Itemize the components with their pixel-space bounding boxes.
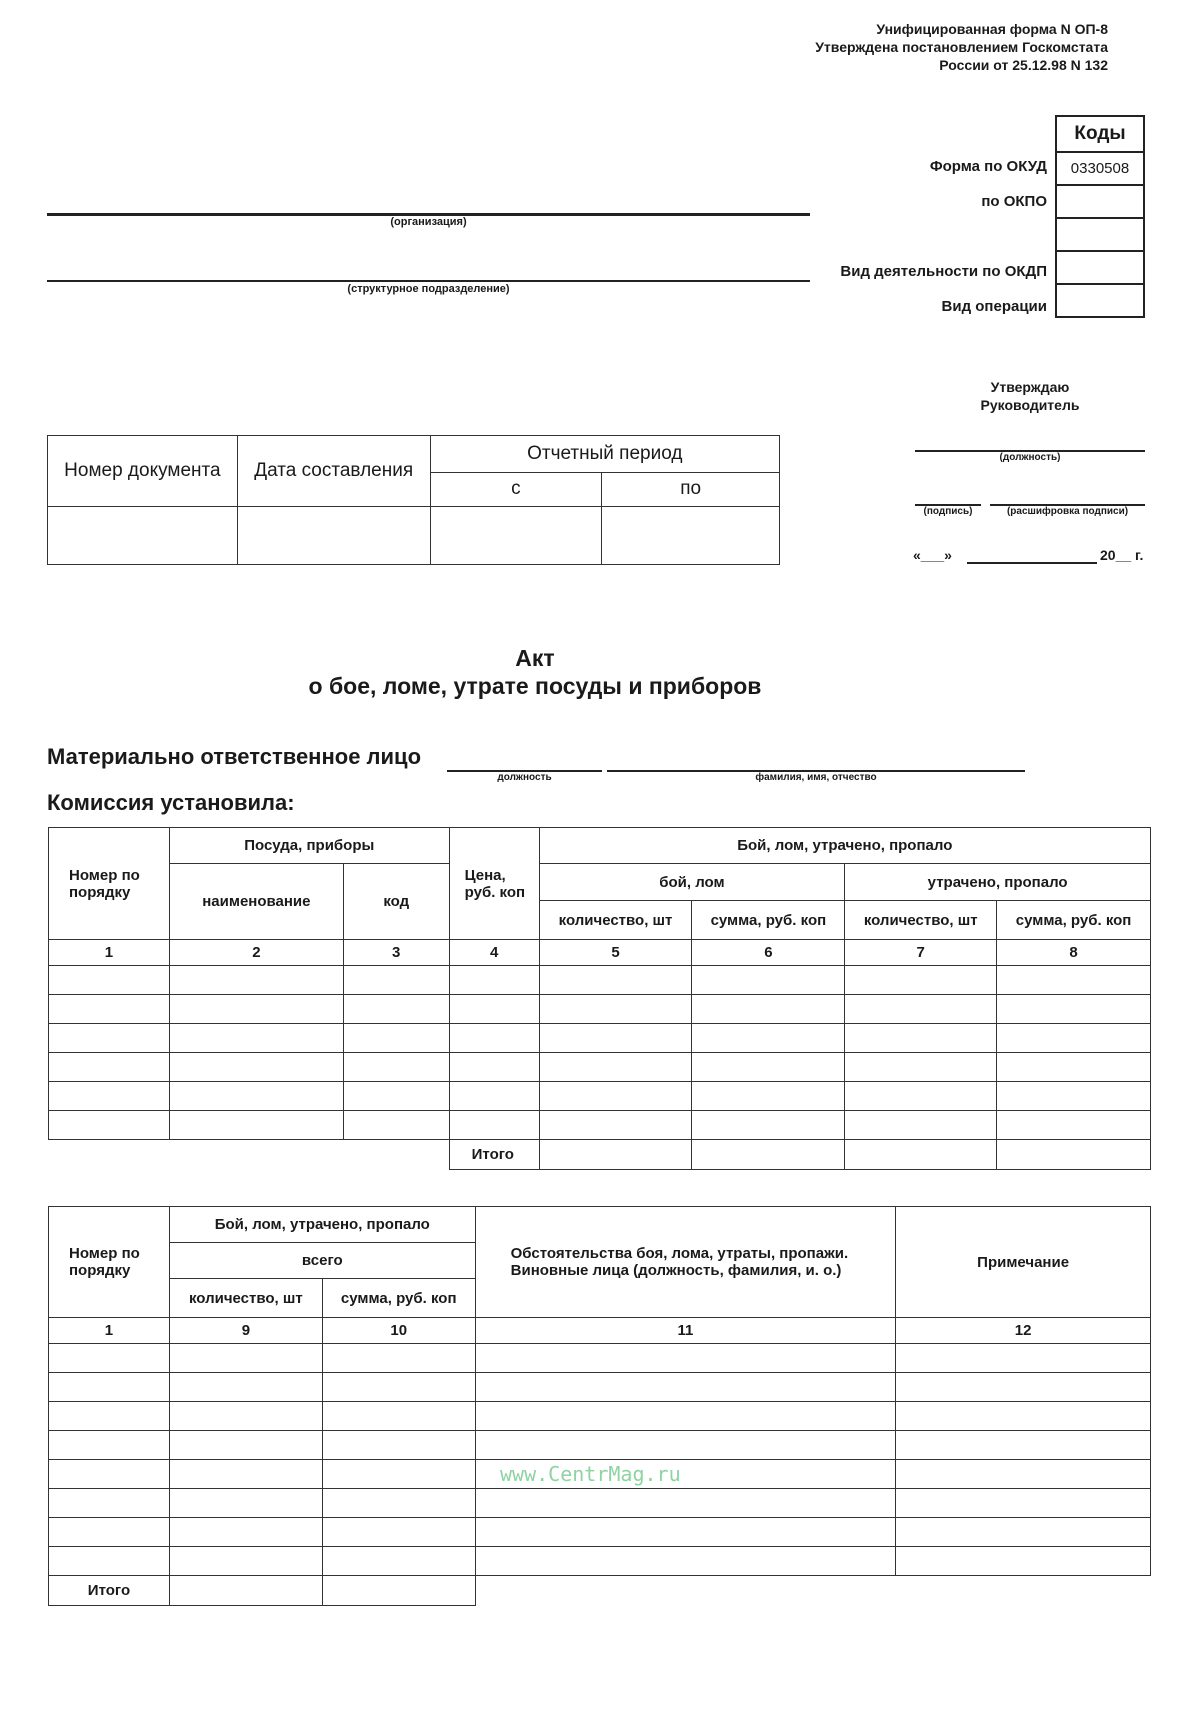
form-header-line: России от 25.12.98 N 132 (939, 57, 1108, 73)
t1-lost-sum-header: сумма, руб. коп (997, 901, 1151, 940)
table-cell[interactable] (692, 966, 845, 995)
table-cell[interactable] (322, 1431, 475, 1460)
table-cell[interactable] (845, 995, 997, 1024)
form-header-line: Унифицированная форма N ОП-8 (876, 21, 1108, 37)
table-cell[interactable] (475, 1547, 896, 1576)
okdp-label: Вид деятельности по ОКДП (840, 263, 1047, 280)
table-cell[interactable] (49, 1373, 170, 1402)
document-title: Акт (515, 645, 555, 671)
table-cell[interactable] (49, 1431, 170, 1460)
blank-cell (475, 1576, 1150, 1606)
table-cell[interactable] (475, 1431, 896, 1460)
table-cell[interactable] (539, 995, 692, 1024)
t1-code-header: код (343, 864, 449, 940)
table-cell[interactable] (169, 1402, 322, 1431)
table-cell[interactable] (692, 1024, 845, 1053)
table-cell[interactable] (343, 966, 449, 995)
table-cell[interactable] (997, 995, 1151, 1024)
operation-code[interactable] (1056, 284, 1144, 317)
t2-col-number: 10 (322, 1318, 475, 1344)
t1-total-cell[interactable] (845, 1140, 997, 1170)
responsible-label: Материально ответственное лицо (47, 744, 422, 769)
t1-total-cell[interactable] (539, 1140, 692, 1170)
table-cell[interactable] (539, 1082, 692, 1111)
table-cell[interactable] (49, 995, 170, 1024)
table-row (49, 1053, 1151, 1082)
approval-block (915, 378, 1145, 414)
department-caption: (структурное подразделение) (347, 283, 510, 295)
approve-date-month-line[interactable] (967, 562, 1097, 564)
table-row (49, 1024, 1151, 1053)
table-cell[interactable] (169, 1489, 322, 1518)
t2-col-number: 9 (169, 1318, 322, 1344)
table-cell[interactable] (169, 1373, 322, 1402)
table-cell[interactable] (896, 1373, 1151, 1402)
table-cell[interactable] (692, 1053, 845, 1082)
table-row (49, 995, 1151, 1024)
table-cell[interactable] (322, 1460, 475, 1489)
table-cell[interactable] (322, 1373, 475, 1402)
table-cell[interactable] (322, 1344, 475, 1373)
approve-date-year: 20__ г. (1100, 547, 1144, 563)
t1-col-number: 4 (449, 940, 539, 966)
operation-label: Вид операции (941, 298, 1047, 315)
t2-total-cell[interactable] (322, 1576, 475, 1606)
t1-col-number: 8 (997, 940, 1151, 966)
table-cell[interactable] (49, 1111, 170, 1140)
table-cell[interactable] (896, 1489, 1151, 1518)
extra-code[interactable] (1056, 218, 1144, 251)
t2-total-cell[interactable] (169, 1576, 322, 1606)
table-row (49, 1111, 1151, 1140)
table-cell[interactable] (997, 966, 1151, 995)
table-row (49, 1344, 1151, 1373)
table-cell[interactable] (169, 1082, 343, 1111)
table-cell[interactable] (322, 1402, 475, 1431)
table-cell[interactable] (539, 1024, 692, 1053)
t2-qty-header: количество, шт (169, 1279, 322, 1318)
table-row (49, 1373, 1151, 1402)
table-cell[interactable] (896, 1402, 1151, 1431)
period-from-cell[interactable] (430, 506, 602, 564)
department-line[interactable] (47, 280, 810, 282)
responsible-name-caption: фамилия, имя, отчество (755, 772, 877, 783)
table-row (49, 966, 1151, 995)
t2-sum-header: сумма, руб. коп (322, 1279, 475, 1318)
table-cell[interactable] (539, 966, 692, 995)
circumstances-table (48, 1206, 1151, 1606)
t2-total-label: Итого (49, 1576, 170, 1606)
table-cell[interactable] (169, 1518, 322, 1547)
approver-decode-caption: (расшифровка подписи) (1006, 506, 1129, 517)
table-cell[interactable] (49, 1344, 170, 1373)
okpo-label: по ОКПО (981, 193, 1047, 210)
approver-signature-caption: (подпись) (923, 506, 973, 517)
table-cell[interactable] (449, 995, 539, 1024)
blank-cell (49, 1140, 450, 1170)
table-row (49, 1402, 1151, 1431)
table-cell[interactable] (896, 1518, 1151, 1547)
t1-total-label: Итого (449, 1140, 539, 1170)
document-subtitle: о бое, ломе, утрате посуды и приборов (308, 673, 762, 699)
t1-dishes-header: Посуда, приборы (169, 828, 449, 864)
table-cell[interactable] (845, 1024, 997, 1053)
t1-col-number: 2 (169, 940, 343, 966)
table-cell[interactable] (475, 1402, 896, 1431)
table-cell[interactable] (896, 1547, 1151, 1576)
codes-title: Коды (1056, 116, 1144, 152)
table-cell[interactable] (692, 995, 845, 1024)
table-cell[interactable] (169, 966, 343, 995)
t2-col-number: 1 (49, 1318, 170, 1344)
total-row (49, 1576, 1151, 1606)
table-cell[interactable] (997, 1024, 1151, 1053)
table-cell[interactable] (475, 1344, 896, 1373)
table-cell[interactable] (322, 1547, 475, 1576)
table-cell[interactable] (343, 1111, 449, 1140)
t2-loss-header: Бой, лом, утрачено, пропало (169, 1207, 475, 1243)
period-to-cell[interactable] (602, 506, 780, 564)
table-cell[interactable] (169, 1547, 322, 1576)
t1-breakage-sum-header: сумма, руб. коп (692, 901, 845, 940)
t1-breakage-header: бой, лом (539, 864, 845, 901)
table-cell[interactable] (449, 1111, 539, 1140)
t1-loss-header: Бой, лом, утрачено, пропало (539, 828, 1150, 864)
table-cell[interactable] (896, 1344, 1151, 1373)
t1-total-cell[interactable] (997, 1140, 1151, 1170)
table-cell[interactable] (169, 1024, 343, 1053)
table-cell[interactable] (169, 1431, 322, 1460)
t1-col-number: 1 (49, 940, 170, 966)
table-cell[interactable] (49, 1402, 170, 1431)
table-cell[interactable] (343, 1053, 449, 1082)
t1-lost-header: утрачено, пропало (845, 864, 1151, 901)
t1-col-number: 3 (343, 940, 449, 966)
t2-col-number: 12 (896, 1318, 1151, 1344)
table-cell[interactable] (49, 1460, 170, 1489)
table-cell[interactable] (475, 1489, 896, 1518)
table-cell[interactable] (169, 995, 343, 1024)
form-header-line: Утверждена постановлением Госкомстата (815, 39, 1108, 55)
table-cell[interactable] (343, 1024, 449, 1053)
t1-price-header: Цена, руб. коп (449, 828, 539, 940)
t1-breakage-qty-header: количество, шт (539, 901, 692, 940)
table-cell[interactable] (997, 1053, 1151, 1082)
table-row (49, 1547, 1151, 1576)
t2-num-header: Номер по порядку (49, 1207, 170, 1318)
period-to-header: по (602, 473, 780, 506)
doc-date-header: Дата составления (237, 436, 430, 507)
table-cell[interactable] (845, 1111, 997, 1140)
table-cell[interactable] (896, 1460, 1151, 1489)
table-cell[interactable] (49, 1518, 170, 1547)
t1-num-header: Номер по порядку (49, 828, 170, 940)
t1-col-number: 5 (539, 940, 692, 966)
t1-total-cell[interactable] (692, 1140, 845, 1170)
t2-all-header: всего (169, 1243, 475, 1279)
doc-date-cell[interactable] (237, 506, 430, 564)
table-row (49, 1431, 1151, 1460)
table-cell[interactable] (845, 1053, 997, 1082)
table-cell[interactable] (896, 1431, 1151, 1460)
okdp-code[interactable] (1056, 251, 1144, 284)
table-cell[interactable] (539, 1053, 692, 1082)
table-cell[interactable] (169, 1053, 343, 1082)
table-cell[interactable] (449, 966, 539, 995)
doc-number-cell[interactable] (48, 506, 238, 564)
table-cell[interactable] (343, 995, 449, 1024)
table-cell[interactable] (322, 1518, 475, 1547)
organization-caption: (организация) (390, 216, 467, 228)
table-cell[interactable] (169, 1460, 322, 1489)
items-table (48, 827, 1151, 1170)
table-cell[interactable] (49, 1547, 170, 1576)
approver-position-caption: (должность) (999, 452, 1061, 463)
table-cell[interactable] (49, 1024, 170, 1053)
t1-col-number: 7 (845, 940, 997, 966)
table-cell[interactable] (539, 1111, 692, 1140)
table-cell[interactable] (475, 1373, 896, 1402)
total-row (49, 1140, 1151, 1170)
approve-date-day[interactable]: «___» (913, 547, 952, 563)
table-cell[interactable] (997, 1111, 1151, 1140)
doc-number-header: Номер документа (48, 436, 238, 507)
t1-lost-qty-header: количество, шт (845, 901, 997, 940)
table-cell[interactable] (322, 1489, 475, 1518)
okud-label: Форма по ОКУД (929, 158, 1047, 175)
table-cell[interactable] (692, 1082, 845, 1111)
t2-col-number: 11 (475, 1318, 896, 1344)
commission-label: Комиссия установила: (47, 790, 295, 815)
codes-table (1055, 115, 1145, 318)
table-cell[interactable] (169, 1111, 343, 1140)
t2-note-header: Примечание (896, 1207, 1151, 1318)
document-number-table (47, 435, 780, 565)
t1-col-number: 6 (692, 940, 845, 966)
form-header (815, 20, 1108, 74)
table-cell[interactable] (169, 1344, 322, 1373)
okpo-code[interactable] (1056, 185, 1144, 218)
table-cell[interactable] (343, 1082, 449, 1111)
table-cell[interactable] (49, 966, 170, 995)
table-cell[interactable] (997, 1082, 1151, 1111)
table-cell[interactable] (845, 966, 997, 995)
period-header: Отчетный период (430, 436, 779, 473)
table-cell[interactable] (692, 1111, 845, 1140)
t2-circumstances-header: Обстоятельства боя, лома, утраты, пропажи. Виновные лица (должность, фамилия, и. о.) (475, 1207, 896, 1318)
table-cell[interactable] (449, 1024, 539, 1053)
t1-name-header: наименование (169, 864, 343, 940)
table-row (49, 1518, 1151, 1547)
responsible-position-caption: должность (497, 772, 552, 783)
table-cell[interactable] (475, 1518, 896, 1547)
okud-code[interactable]: 0330508 (1056, 152, 1144, 185)
table-cell[interactable] (449, 1053, 539, 1082)
table-row (49, 1082, 1151, 1111)
table-cell[interactable] (49, 1489, 170, 1518)
table-cell[interactable] (449, 1082, 539, 1111)
table-cell[interactable] (49, 1082, 170, 1111)
table-cell[interactable] (49, 1053, 170, 1082)
approve-role: Руководитель (980, 397, 1080, 413)
period-from-header: с (430, 473, 602, 506)
watermark: www.CentrMag.ru (500, 1462, 681, 1486)
table-row (49, 1489, 1151, 1518)
table-cell[interactable] (845, 1082, 997, 1111)
approve-word: Утверждаю (990, 379, 1070, 395)
